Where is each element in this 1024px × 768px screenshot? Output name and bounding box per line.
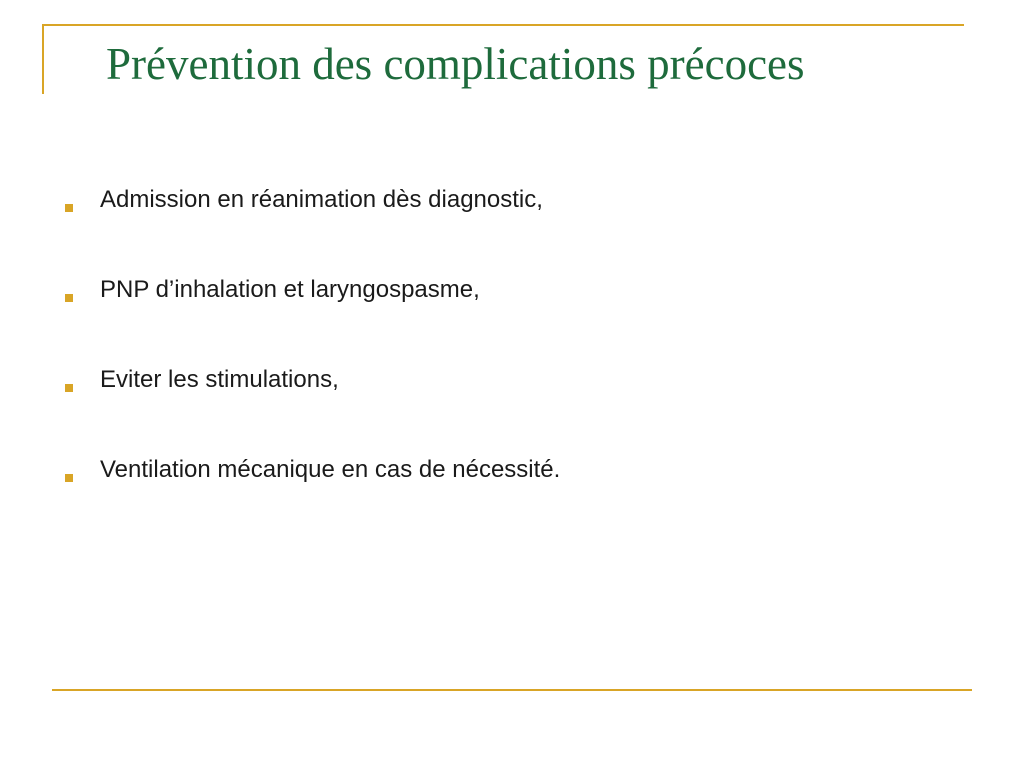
bullet-text: PNP d’inhalation et laryngospasme, (100, 276, 480, 303)
square-bullet-icon (65, 474, 73, 482)
bullet-text: Eviter les stimulations, (100, 366, 339, 393)
frame-top-line (42, 24, 964, 26)
bullet-text: Admission en réanimation dès diagnostic, (100, 186, 543, 213)
frame-left-line (42, 24, 44, 94)
square-bullet-icon (65, 204, 73, 212)
bullet-text: Ventilation mécanique en cas de nécessité. (100, 456, 561, 483)
footer-line (52, 689, 972, 691)
slide-title: Prévention des complications précoces (106, 39, 805, 89)
square-bullet-icon (65, 294, 73, 302)
square-bullet-icon (65, 384, 73, 392)
